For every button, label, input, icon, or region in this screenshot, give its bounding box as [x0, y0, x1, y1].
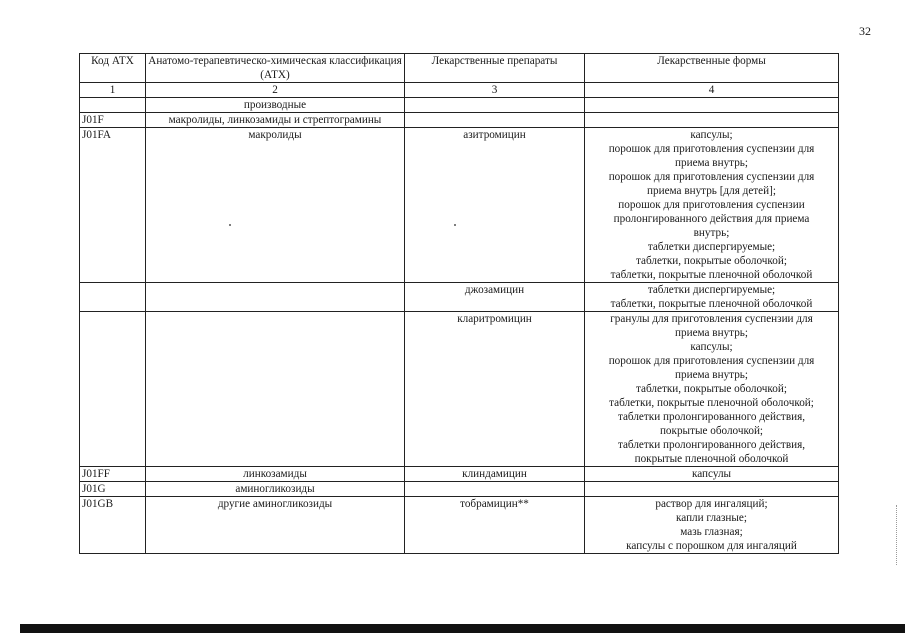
drug-name-cell: тобрамицин** [405, 497, 585, 554]
dosage-forms-cell [585, 113, 839, 128]
column-number: 4 [585, 83, 839, 98]
table-header-row [80, 54, 839, 83]
classification-cell [146, 312, 405, 467]
dosage-form-line: порошок для приготовления суспензии для [608, 143, 815, 155]
dosage-form-line: внутрь; [693, 227, 730, 239]
dosage-form-line: таблетки диспергируемые; [647, 241, 776, 253]
classification-cell: другие аминогликозиды [146, 497, 405, 554]
dosage-form-line: приема внутрь [для детей]; [647, 185, 776, 197]
dosage-form-line: капли глазные; [675, 512, 747, 524]
atx-code-cell: J01GB [80, 497, 146, 554]
dosage-form-line: таблетки диспергируемые; [647, 284, 776, 296]
table-row [80, 312, 839, 467]
dosage-forms-cell [585, 312, 839, 467]
atx-drug-table [79, 53, 839, 554]
dosage-forms-cell [585, 128, 839, 283]
atx-code-cell [80, 312, 146, 467]
column-number: 3 [405, 83, 585, 98]
header-drugs: Лекарственные препараты [405, 54, 585, 83]
dosage-form-line: таблетки, покрытые пленочной оболочкой [610, 269, 813, 281]
atx-code-cell [80, 283, 146, 312]
column-number: 1 [80, 83, 146, 98]
table-row [80, 467, 839, 482]
dosage-form-line: покрытые оболочкой; [659, 425, 764, 437]
table-body [80, 98, 839, 554]
dosage-forms-cell [585, 98, 839, 113]
atx-code-cell: J01F [80, 113, 146, 128]
classification-cell: макролиды, линкозамиды и стрептограмины [146, 113, 405, 128]
column-number: 2 [146, 83, 405, 98]
dosage-form-line: приема внутрь; [675, 157, 748, 169]
dosage-forms-cell [585, 482, 839, 497]
dosage-forms-cell [585, 497, 839, 554]
dosage-form-line: таблетки, покрытые пленочной оболочкой [610, 298, 813, 310]
header-dosage-forms: Лекарственные формы [585, 54, 839, 83]
scan-bottom-edge [20, 624, 905, 633]
dosage-form-line: таблетки, покрытые оболочкой; [636, 255, 787, 267]
drug-name-cell: азитромицин [405, 128, 585, 283]
drug-name-cell: джозамицин [405, 283, 585, 312]
header-atx-classification: Анатомо-терапевтическо-химическая классификация (АТХ) [146, 54, 405, 83]
dosage-form-line: приема внутрь; [675, 327, 748, 339]
dosage-form-line: таблетки пролонгированного действия, [617, 411, 806, 423]
page-number: 32 [859, 24, 871, 38]
dosage-form-line: приема внутрь; [675, 369, 748, 381]
classification-cell: производные [146, 98, 405, 113]
table-row [80, 283, 839, 312]
dosage-form-line: мазь глазная; [680, 526, 743, 538]
atx-code-cell [80, 98, 146, 113]
dosage-form-line: гранулы для приготовления суспензии для [610, 313, 813, 325]
dosage-form-line: порошок для приготовления суспензии для [608, 171, 815, 183]
column-number-row [80, 83, 839, 98]
scan-speck [229, 224, 231, 226]
dosage-form-line: капсулы с порошком для ингаляций [626, 540, 797, 552]
dosage-form-line: таблетки, покрытые оболочкой; [636, 383, 787, 395]
scan-speck [454, 224, 456, 226]
atx-code-cell: J01FF [80, 467, 146, 482]
dosage-form-line: капсулы [691, 468, 732, 480]
classification-cell [146, 283, 405, 312]
drug-name-cell [405, 482, 585, 497]
header-atx-code: Код АТХ [80, 54, 146, 83]
classification-cell: линкозамиды [146, 467, 405, 482]
table-row [80, 128, 839, 283]
dosage-form-line: таблетки пролонгированного действия, [617, 439, 806, 451]
drug-name-cell: кларитромицин [405, 312, 585, 467]
table-row [80, 113, 839, 128]
dosage-form-line: капсулы; [690, 129, 733, 141]
dosage-form-line: покрытые пленочной оболочкой [634, 453, 789, 465]
drug-name-cell [405, 98, 585, 113]
table-row [80, 497, 839, 554]
drug-name-cell: клиндамицин [405, 467, 585, 482]
dosage-forms-cell [585, 283, 839, 312]
dosage-form-line: капсулы; [690, 341, 733, 353]
dosage-form-line: порошок для приготовления суспензии [618, 199, 805, 211]
classification-cell: аминогликозиды [146, 482, 405, 497]
classification-cell: макролиды [146, 128, 405, 283]
atx-code-cell: J01FA [80, 128, 146, 283]
dosage-form-line: таблетки, покрытые пленочной оболочкой; [609, 397, 814, 409]
table-row [80, 482, 839, 497]
scan-margin-artifact [896, 505, 899, 565]
drug-name-cell [405, 113, 585, 128]
dosage-form-line: порошок для приготовления суспензии для [608, 355, 815, 367]
dosage-form-line: раствор для ингаляций; [655, 498, 768, 510]
atx-code-cell: J01G [80, 482, 146, 497]
table-row [80, 98, 839, 113]
dosage-form-line: пролонгированного действия для приема [613, 213, 810, 225]
dosage-forms-cell [585, 467, 839, 482]
